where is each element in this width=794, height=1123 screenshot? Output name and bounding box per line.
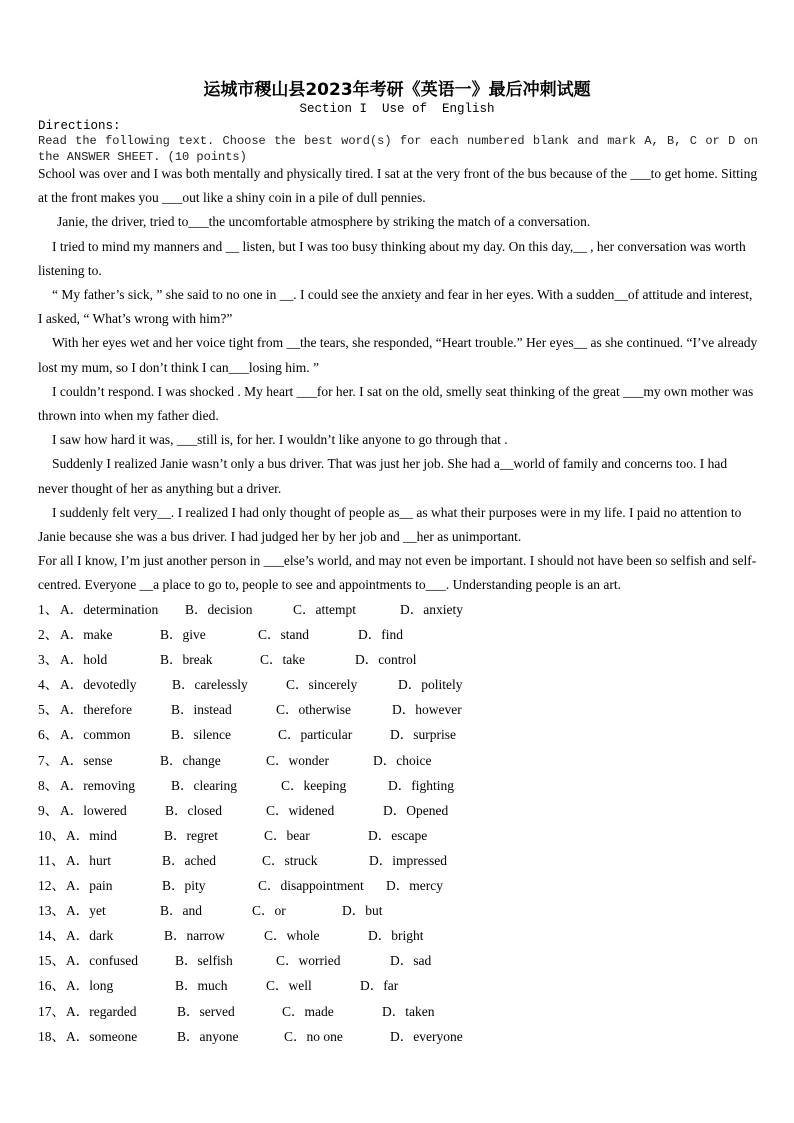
question-number: 1、: [38, 602, 59, 617]
question-row: [38, 748, 758, 773]
question-number: 14、: [38, 928, 65, 944]
question-row: [38, 622, 758, 647]
option-c[interactable]: C．widened: [266, 802, 335, 818]
reading-passage: [38, 162, 758, 598]
question-number: 7、: [38, 752, 59, 768]
option-d[interactable]: D．sad: [390, 953, 432, 969]
option-a[interactable]: A．dark: [66, 928, 114, 944]
page-title: 运城市稷山县2023年考研《英语一》最后冲刺试题: [203, 80, 591, 100]
option-a[interactable]: A．lowered: [60, 802, 127, 818]
option-d[interactable]: D．surprise: [390, 727, 456, 743]
question-number: 15、: [38, 953, 65, 969]
option-d[interactable]: D．Opened: [383, 802, 449, 818]
option-c[interactable]: C．worried: [276, 953, 341, 969]
question-row: [38, 823, 758, 848]
passage-paragraph: I tried to mind my manners and __ listen, but I was too busy thinking about my day. On this day,__ , her conversation was worth listening to.: [38, 238, 746, 278]
option-c[interactable]: C．bear: [264, 827, 310, 843]
question-row: [38, 597, 758, 622]
option-c[interactable]: C．whole: [264, 928, 320, 944]
option-a[interactable]: A．hurt: [66, 852, 111, 868]
question-row: [38, 697, 758, 722]
answer-options: [38, 597, 758, 1049]
option-d[interactable]: D．but: [342, 903, 383, 919]
question-row: [38, 647, 758, 672]
option-c[interactable]: C．take: [260, 652, 305, 668]
question-row: [38, 722, 758, 747]
option-d[interactable]: D．far: [360, 978, 399, 994]
passage-paragraph: “ My father’s sick, ” she said to no one in __. I could see the anxiety and fear in her eyes. With a sudden__of attitude and interest, I asked, “ What’s wrong with him?”: [38, 287, 753, 327]
passage-paragraph: With her eyes wet and her voice tight from __the tears, she responded, “Heart trouble.” Her eyes__ as she continued. “I’ve already lost my mum, so I don’t think I can___losing him. ”: [38, 335, 758, 375]
option-d[interactable]: D．however: [392, 702, 462, 718]
option-c[interactable]: C．disappointment: [258, 878, 364, 894]
passage-paragraph: Suddenly I realized Janie wasn’t only a bus driver. That was just her job. She had a__world of family and concerns too. I had never thought of her as anything but a driver.: [38, 456, 728, 496]
question-number: 10、: [38, 827, 65, 843]
option-b[interactable]: B．clearing: [171, 777, 237, 793]
option-a[interactable]: A．someone: [66, 1028, 138, 1044]
option-c[interactable]: C．sincerely: [286, 677, 358, 693]
option-b[interactable]: B．silence: [171, 727, 231, 743]
passage-paragraph: For all I know, I’m just another person in ___else’s world, and may not even be important. I should not have been so selfish and self-centred. Everyone __a place to go to, people to see and appointments to___. Understanding people is an art.: [38, 553, 757, 593]
option-d[interactable]: D．mercy: [386, 878, 443, 894]
question-number: 2、: [38, 627, 59, 643]
passage-paragraph: I saw how hard it was, ___still is, for her. I wouldn’t like anyone to go through that .: [52, 432, 508, 448]
directions-text: Read the following text. Choose the best word(s) for each numbered blank and mark A, B, C or D on the ANSWER SHEET. (10 points): [38, 134, 758, 164]
question-row: [38, 999, 758, 1024]
question-number: 8、: [38, 777, 59, 793]
option-c[interactable]: C．particular: [278, 727, 353, 743]
passage-paragraph: Janie, the driver, tried to___the uncomfortable atmosphere by striking the match of a conversation.: [57, 214, 591, 230]
option-a[interactable]: A．devotedly: [60, 677, 137, 693]
question-row: [38, 898, 758, 923]
option-d[interactable]: D．impressed: [369, 852, 447, 868]
question-number: 9、: [38, 802, 59, 818]
question-number: 6、: [38, 727, 59, 743]
option-a[interactable]: A．therefore: [60, 702, 132, 718]
question-row: [38, 848, 758, 873]
option-d[interactable]: D．choice: [373, 752, 432, 768]
option-d[interactable]: D．escape: [368, 827, 428, 843]
option-c[interactable]: C．stand: [258, 627, 310, 643]
option-c[interactable]: C．otherwise: [276, 702, 351, 718]
option-b[interactable]: B．give: [160, 627, 206, 643]
option-a[interactable]: A．removing: [60, 777, 135, 793]
question-number: 12、: [38, 878, 65, 894]
question-number: 5、: [38, 702, 59, 718]
option-a[interactable]: A．pain: [66, 878, 113, 894]
section-heading: Section I Use of English: [299, 102, 495, 116]
option-b[interactable]: B．instead: [171, 702, 232, 718]
passage-paragraph: I couldn’t respond. I was shocked . My heart ___for her. I sat on the old, smelly seat thinking of the great ___my own mother was thrown into when my father died.: [38, 383, 754, 424]
option-d[interactable]: D．fighting: [388, 777, 454, 793]
option-b[interactable]: B．selfish: [175, 953, 233, 969]
option-b[interactable]: B．pity: [162, 878, 206, 894]
option-b[interactable]: B．anyone: [177, 1028, 239, 1044]
question-number: 3、: [38, 652, 59, 668]
option-a[interactable]: A．long: [66, 978, 114, 994]
option-c[interactable]: C．made: [282, 1003, 334, 1019]
option-c[interactable]: C．or: [252, 903, 286, 919]
option-a[interactable]: A．confused: [66, 953, 138, 969]
option-d[interactable]: D．bright: [368, 928, 424, 944]
question-number: 18、: [38, 1028, 65, 1044]
option-b[interactable]: B．served: [177, 1003, 235, 1019]
question-row: [38, 672, 758, 697]
option-d[interactable]: D．everyone: [390, 1028, 463, 1044]
option-a[interactable]: A．make: [60, 627, 113, 643]
option-c[interactable]: C．well: [266, 978, 312, 994]
option-c[interactable]: C．wonder: [266, 752, 329, 768]
option-b[interactable]: B．carelessly: [172, 677, 248, 693]
option-a[interactable]: A．determination: [60, 602, 159, 617]
question-number: 13、: [38, 903, 65, 919]
passage-paragraph: I suddenly felt very__. I realized I had only thought of people as__ as what their purposes were in my life. I paid no attention to Janie because she was a bus driver. I had judged her by her job and __her as unimportant.: [38, 504, 742, 545]
option-d[interactable]: D．find: [358, 627, 403, 643]
option-b[interactable]: B．ached: [162, 852, 216, 868]
option-b[interactable]: B．decision: [185, 602, 253, 617]
option-c[interactable]: C．attempt: [293, 602, 356, 617]
option-b[interactable]: B．closed: [165, 802, 222, 818]
directions-label: Directions:: [38, 119, 121, 133]
option-b[interactable]: B．break: [160, 652, 213, 668]
question-row: [38, 973, 758, 998]
question-number: 11、: [38, 852, 65, 868]
option-d[interactable]: D．politely: [398, 677, 463, 693]
option-b[interactable]: B．much: [175, 978, 228, 994]
option-a[interactable]: A．yet: [66, 903, 106, 919]
question-row: [38, 923, 758, 948]
option-a[interactable]: A．mind: [66, 827, 118, 843]
option-b[interactable]: B．narrow: [164, 928, 225, 944]
option-d[interactable]: D．anxiety: [400, 602, 463, 617]
question-number: 16、: [38, 978, 65, 994]
option-a[interactable]: A．common: [60, 727, 131, 743]
question-row: [38, 1024, 758, 1049]
question-number: 17、: [38, 1003, 65, 1019]
question-row: [38, 873, 758, 898]
option-c[interactable]: C．no one: [284, 1028, 343, 1044]
option-b[interactable]: B．change: [160, 752, 221, 768]
option-a[interactable]: A．sense: [60, 752, 113, 768]
question-row: [38, 948, 758, 973]
option-d[interactable]: D．control: [355, 652, 417, 668]
option-a[interactable]: A．regarded: [66, 1003, 137, 1019]
passage-paragraph: School was over and I was both mentally and physically tired. I sat at the very front of the bus because of the ___to get home. Sitting at the front makes you ___out like a shiny coin in a pile of dull pennies.: [38, 166, 758, 206]
option-c[interactable]: C．struck: [262, 852, 318, 868]
question-row: [38, 773, 758, 798]
option-d[interactable]: D．taken: [382, 1003, 435, 1019]
question-row: [38, 798, 758, 823]
option-c[interactable]: C．keeping: [281, 777, 347, 793]
option-b[interactable]: B．regret: [164, 827, 218, 843]
option-a[interactable]: A．hold: [60, 652, 108, 668]
option-b[interactable]: B．and: [160, 903, 202, 919]
question-number: 4、: [38, 677, 59, 693]
